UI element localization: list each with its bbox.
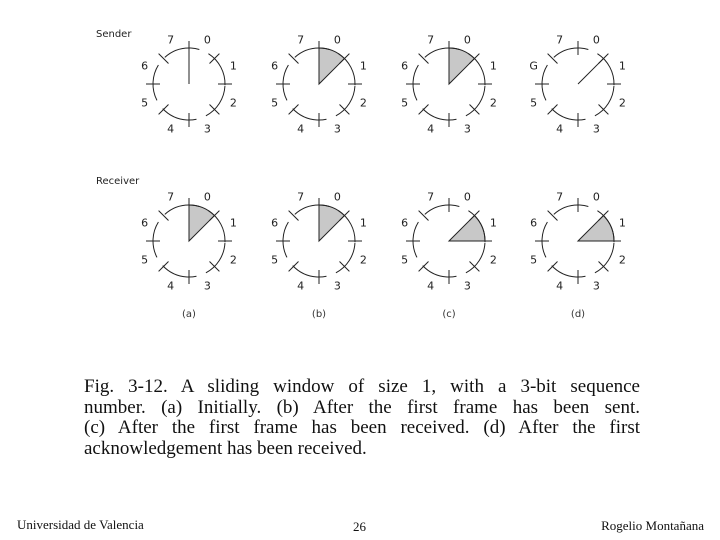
sender-clock-d bbox=[529, 34, 625, 136]
caption-line: Fig. 3-12. A sliding window of size 1, with a 3-bit sequence bbox=[84, 376, 640, 397]
sequence-number-label: 3 bbox=[203, 279, 211, 293]
sequence-number-label: 0 bbox=[463, 33, 471, 47]
sequence-number-label: 6 bbox=[401, 216, 409, 230]
sequence-number-label: 3 bbox=[592, 122, 600, 136]
sequence-number-label: 6 bbox=[141, 216, 149, 230]
sequence-number-label: 0 bbox=[203, 190, 211, 204]
sender-pointer bbox=[578, 59, 603, 84]
sequence-number-label: 7 bbox=[297, 33, 305, 47]
sequence-number-label: G bbox=[529, 59, 538, 73]
sequence-number-label: 3 bbox=[203, 122, 211, 136]
sequence-number-label: 4 bbox=[427, 279, 435, 293]
sequence-number-label: 7 bbox=[556, 190, 564, 204]
receiver-clock-d bbox=[530, 191, 626, 293]
sequence-number-label: 4 bbox=[556, 122, 564, 136]
receiver-clock-b bbox=[271, 191, 367, 293]
window-wedge bbox=[319, 48, 344, 84]
sender-clock-a bbox=[141, 34, 237, 136]
sequence-number-label: 7 bbox=[556, 33, 564, 47]
sequence-number-label: 1 bbox=[229, 59, 237, 73]
sequence-number-label: 3 bbox=[463, 279, 471, 293]
caption-line: acknowledgement has been received. bbox=[84, 437, 367, 459]
panel-label: (d) bbox=[570, 309, 586, 320]
sequence-number-label: 7 bbox=[427, 33, 435, 47]
sequence-number-label: 6 bbox=[271, 59, 279, 73]
sequence-number-label: 5 bbox=[401, 253, 409, 267]
window-wedge bbox=[449, 216, 485, 241]
receiver-clock-c bbox=[401, 191, 497, 293]
sequence-number-label: 3 bbox=[333, 122, 341, 136]
sequence-number-label: 3 bbox=[463, 122, 471, 136]
sequence-number-label: 1 bbox=[618, 59, 626, 73]
sequence-number-label: 4 bbox=[297, 279, 305, 293]
sequence-number-label: 6 bbox=[401, 59, 409, 73]
sequence-number-label: 0 bbox=[463, 190, 471, 204]
panel-label: (c) bbox=[442, 309, 456, 320]
sequence-number-label: 6 bbox=[530, 216, 538, 230]
sequence-number-label: 4 bbox=[427, 122, 435, 136]
sequence-number-label: 1 bbox=[229, 216, 237, 230]
sender-clock-c bbox=[401, 34, 497, 136]
window-wedge bbox=[189, 205, 214, 241]
sender-clock-b bbox=[271, 34, 367, 136]
sequence-number-label: 7 bbox=[427, 190, 435, 204]
receiver-clock-a bbox=[141, 191, 237, 293]
sequence-number-label: 0 bbox=[333, 33, 341, 47]
sequence-number-label: 2 bbox=[229, 96, 237, 110]
sequence-number-label: 4 bbox=[167, 279, 175, 293]
sequence-number-label: 6 bbox=[141, 59, 149, 73]
sequence-number-label: 4 bbox=[167, 122, 175, 136]
page-number: 26 bbox=[353, 519, 366, 534]
sequence-number-label: 3 bbox=[333, 279, 341, 293]
sequence-number-label: 5 bbox=[271, 96, 279, 110]
sequence-number-label: 7 bbox=[297, 190, 305, 204]
sequence-number-label: 1 bbox=[618, 216, 626, 230]
sequence-number-label: 5 bbox=[530, 96, 538, 110]
caption-line: (c) After the first frame has been received. (d) After the first bbox=[84, 417, 640, 438]
sequence-number-label: 5 bbox=[141, 253, 149, 267]
sequence-number-label: 4 bbox=[556, 279, 564, 293]
sequence-number-label: 3 bbox=[592, 279, 600, 293]
sender-row-label: Sender bbox=[96, 29, 132, 40]
sequence-number-label: 1 bbox=[359, 59, 367, 73]
sequence-number-label: 0 bbox=[203, 33, 211, 47]
sequence-number-label: 7 bbox=[167, 190, 175, 204]
sequence-number-label: 1 bbox=[489, 59, 497, 73]
sequence-number-label: 1 bbox=[489, 216, 497, 230]
sequence-number-label: 2 bbox=[618, 96, 626, 110]
sequence-number-label: 2 bbox=[489, 253, 497, 267]
window-wedge bbox=[449, 48, 474, 84]
sequence-number-label: 5 bbox=[401, 96, 409, 110]
sequence-number-label: 0 bbox=[333, 190, 341, 204]
sequence-number-label: 7 bbox=[167, 33, 175, 47]
sequence-number-label: 5 bbox=[271, 253, 279, 267]
sequence-number-label: 2 bbox=[229, 253, 237, 267]
caption-line: number. (a) Initially. (b) After the first frame has been sent. bbox=[84, 396, 640, 418]
sequence-number-label: 4 bbox=[297, 122, 305, 136]
panel-label: (a) bbox=[182, 309, 196, 320]
sequence-number-label: 2 bbox=[618, 253, 626, 267]
figure-caption bbox=[84, 377, 640, 459]
sequence-number-label: 2 bbox=[489, 96, 497, 110]
sequence-number-label: 0 bbox=[592, 33, 600, 47]
sequence-number-label: 6 bbox=[271, 216, 279, 230]
footer-university: Universidad de Valencia bbox=[17, 517, 144, 532]
window-wedge bbox=[578, 216, 614, 241]
sequence-number-label: 5 bbox=[141, 96, 149, 110]
panel-label: (b) bbox=[311, 309, 327, 320]
sequence-number-label: 2 bbox=[359, 96, 367, 110]
receiver-row-label: Receiver bbox=[96, 176, 140, 187]
window-wedge bbox=[319, 205, 344, 241]
sequence-number-label: 1 bbox=[359, 216, 367, 230]
sequence-number-label: 2 bbox=[359, 253, 367, 267]
footer-author: Rogelio Montañana bbox=[601, 518, 704, 533]
sequence-number-label: 0 bbox=[592, 190, 600, 204]
sequence-number-label: 5 bbox=[530, 253, 538, 267]
